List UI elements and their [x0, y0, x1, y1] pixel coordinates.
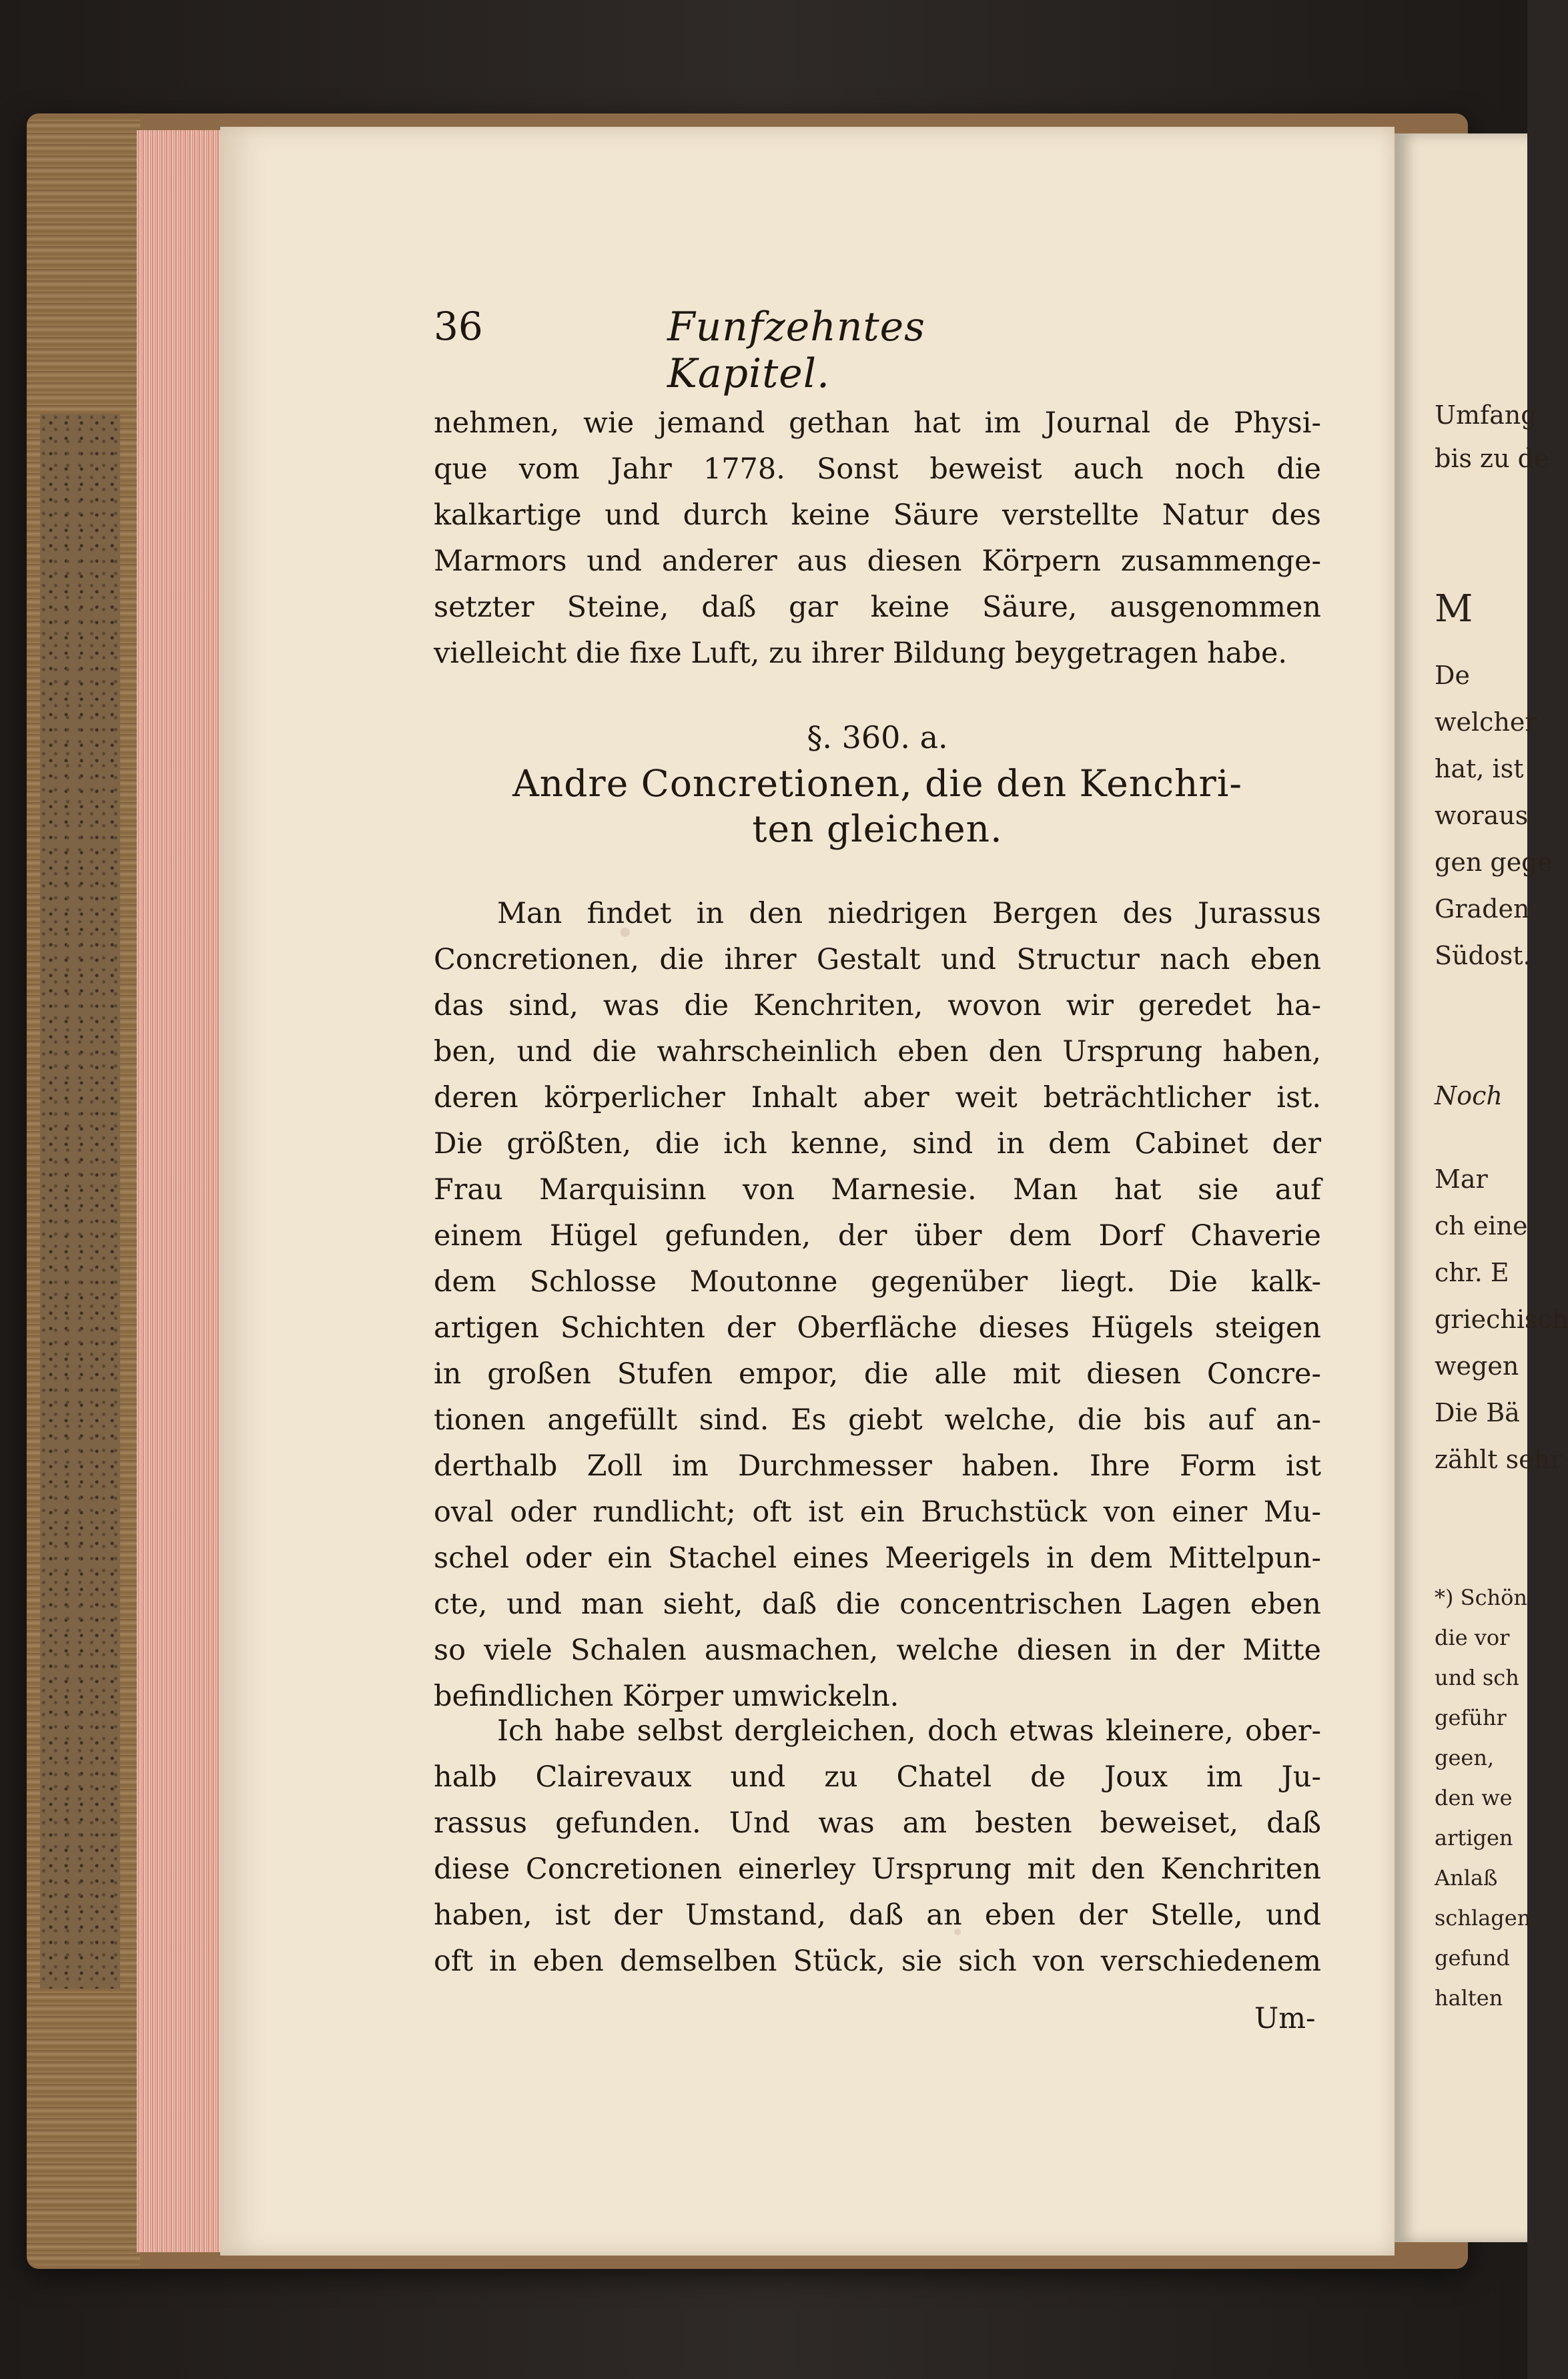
text-line: oval oder rundlicht; oft ist ein Bruchstück von einer Mu-: [434, 1495, 1321, 1529]
facing-line: Umfang: [1435, 400, 1537, 430]
facing-line: De: [1435, 661, 1470, 690]
facing-line: welcher: [1435, 707, 1537, 737]
facing-line: gefund: [1435, 1945, 1510, 1971]
facing-line: wegen: [1435, 1351, 1519, 1381]
text-line: diese Concretionen einerley Ursprung mit den Kenchriten: [434, 1852, 1321, 1886]
text-line: cte, und man sieht, daß die concentrischen Lagen eben: [434, 1588, 1321, 1621]
facing-line: gen gege: [1435, 847, 1553, 877]
facing-line: Südost.: [1435, 941, 1531, 970]
text-line: einem Hügel gefunden, der über dem Dorf Chaverie: [434, 1219, 1321, 1253]
facing-line: zählt sehr: [1435, 1445, 1563, 1474]
page-number: 36: [434, 304, 483, 349]
paragraph-3: [434, 1708, 1321, 1985]
text-line: nehmen, wie jemand gethan hat im Journal de Physi-: [434, 406, 1321, 440]
text-line: setzter Steine, daß gar keine Säure, ausgenommen: [434, 591, 1321, 624]
facing-line: M: [1435, 587, 1473, 631]
facing-line: Graden: [1435, 894, 1530, 924]
facing-line: Mar: [1435, 1164, 1488, 1194]
marbled-cover-paper: [40, 414, 120, 1989]
section-title-line-1: Andre Concretionen, die den Kenchri-: [512, 762, 1242, 805]
facing-line: Noch: [1435, 1081, 1503, 1110]
facing-line: Die Bä: [1435, 1398, 1520, 1427]
text-line: artigen Schichten der Oberfläche dieses Hügels steigen: [434, 1311, 1321, 1345]
text-line: tionen angefüllt sind. Es giebt welche, die bis auf an-: [434, 1403, 1321, 1437]
facing-line: chr. E: [1435, 1258, 1509, 1287]
section-number: §. 360. a.: [807, 719, 948, 755]
paragraph-2: [434, 891, 1321, 1720]
text-line: befindlichen Körper umwickeln.: [434, 1680, 899, 1713]
catchword: Um-: [1254, 2002, 1316, 2035]
text-line: oft in eben demselben Stück, sie sich von verschiedenem: [434, 1945, 1321, 1978]
facing-line: geführ: [1435, 1705, 1507, 1730]
facing-line: halten: [1435, 1985, 1503, 2011]
facing-line: schlagen: [1435, 1905, 1531, 1931]
text-line: que vom Jahr 1778. Sonst beweist auch noch die: [434, 452, 1321, 486]
text-line: das sind, was die Kenchriten, wovon wir geredet ha-: [434, 989, 1321, 1022]
text-line: schel oder ein Stachel eines Meerigels in dem Mittelpun-: [434, 1542, 1321, 1575]
facing-line: woraus: [1435, 801, 1529, 830]
facing-line: den we: [1435, 1785, 1513, 1810]
facing-line: *) Schön: [1435, 1585, 1527, 1610]
text-line: Concretionen, die ihrer Gestalt und Structur nach eben: [434, 943, 1321, 976]
text-line: Ich habe selbst dergleichen, doch etwas kleinere, ober-: [497, 1714, 1321, 1748]
facing-line: bis zu de: [1435, 444, 1549, 473]
text-line: Marmors und anderer aus diesen Körpern zusammenge-: [434, 545, 1321, 578]
text-line: haben, ist der Umstand, daß an eben der Stelle, und: [434, 1899, 1321, 1932]
text-line: deren körperlicher Inhalt aber weit beträchtlicher ist.: [434, 1081, 1321, 1114]
section-heading: [434, 714, 1321, 852]
facing-line: ch eine: [1435, 1211, 1528, 1241]
text-line: Man findet in den niedrigen Bergen des Jurassus: [497, 897, 1321, 930]
paragraph-1: [434, 400, 1321, 677]
text-line: rassus gefunden. Und was am besten beweiset, daß: [434, 1806, 1321, 1840]
text-line: vielleicht die fixe Luft, zu ihrer Bildung beygetragen habe.: [434, 637, 1288, 670]
text-line: kalkartige und durch keine Säure verstellte Natur des: [434, 498, 1321, 532]
page-header: [434, 304, 1101, 397]
running-head: Funfzehntes Kapitel.: [667, 304, 925, 397]
facing-line: artigen: [1435, 1825, 1513, 1850]
section-title-line-2: ten gleichen.: [752, 807, 1003, 850]
text-line: dem Schlosse Moutonne gegenüber liegt. Die kalk-: [434, 1265, 1321, 1299]
text-line: Frau Marquisinn von Marnesie. Man hat sie auf: [434, 1173, 1321, 1207]
text-line: in großen Stufen empor, die alle mit diesen Concre-: [434, 1357, 1321, 1391]
facing-line: und sch: [1435, 1665, 1519, 1690]
text-line: Die größten, die ich kenne, sind in dem Cabinet der: [434, 1127, 1321, 1160]
text-line: ben, und die wahrscheinlich eben den Ursprung haben,: [434, 1035, 1321, 1068]
text-line: halb Clairevaux und zu Chatel de Joux im Ju-: [434, 1760, 1321, 1794]
facing-line: hat, ist: [1435, 754, 1524, 783]
facing-line: geen,: [1435, 1745, 1495, 1770]
facing-line: griechisch: [1435, 1305, 1568, 1334]
page-edges: [137, 130, 224, 2252]
facing-line: die vor: [1435, 1625, 1510, 1650]
text-line: derthalb Zoll im Durchmesser haben. Ihre Form ist: [434, 1449, 1321, 1483]
facing-line: Anlaß: [1435, 1865, 1498, 1891]
text-line: so viele Schalen ausmachen, welche diesen in der Mitte: [434, 1634, 1321, 1667]
